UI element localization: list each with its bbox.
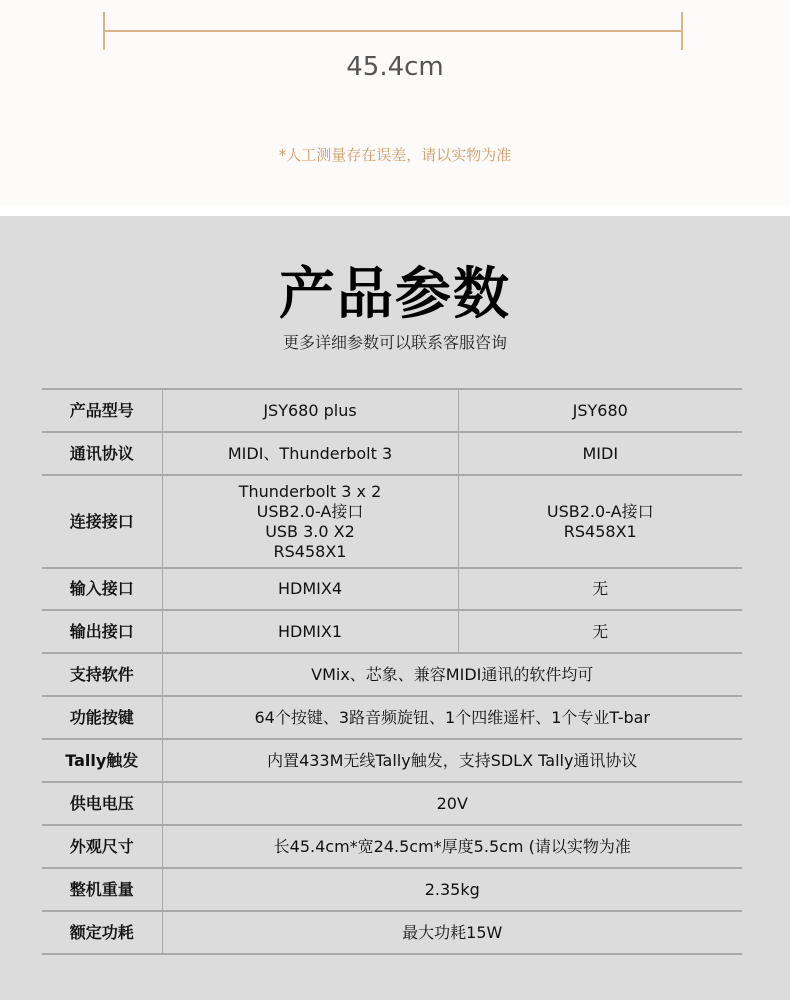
dimension-tick-right <box>681 12 683 50</box>
spec-label: 连接接口 <box>42 475 162 568</box>
spec-value: MIDI、Thunderbolt 3 <box>162 432 458 475</box>
spec-value: 无 <box>458 610 742 653</box>
table-row <box>42 475 742 568</box>
table-row <box>42 825 742 868</box>
spec-label: 整机重量 <box>42 868 162 911</box>
spec-label: 外观尺寸 <box>42 825 162 868</box>
spec-value: HDMIX4 <box>162 568 458 610</box>
spec-label: 供电电压 <box>42 782 162 825</box>
spec-value: 内置433M无线Tally触发，支持SDLX Tally通讯协议 <box>162 739 742 782</box>
spec-value-line: USB2.0-A接口 <box>546 501 654 521</box>
spec-value: 64个按键、3路音频旋钮、1个四维遥杆、1个专业T-bar <box>162 696 742 739</box>
spec-value-line: Thunderbolt 3 x 2 <box>238 481 382 501</box>
spec-value <box>162 475 458 568</box>
dimension-line <box>103 30 683 32</box>
table-row <box>42 432 742 475</box>
table-row <box>42 568 742 610</box>
table-row <box>42 739 742 782</box>
spec-value <box>458 475 742 568</box>
dimension-value: 45.4cm <box>346 52 444 82</box>
table-row <box>42 653 742 696</box>
page-subtitle: 更多详细参数可以联系客服咨询 <box>282 333 507 352</box>
spec-value-line: RS458X1 <box>563 521 637 541</box>
spec-value: HDMIX1 <box>162 610 458 653</box>
spec-value: MIDI <box>458 432 742 475</box>
spec-value: 20V <box>162 782 742 825</box>
page-title: 产品参数 <box>279 262 511 327</box>
dimension-note: *人工测量存在误差，请以实物为准 <box>278 146 512 164</box>
table-row <box>42 911 742 954</box>
spec-table <box>42 388 742 955</box>
table-row <box>42 389 742 432</box>
spec-value: VMix、芯象、兼容MIDI通讯的软件均可 <box>162 653 742 696</box>
spec-label: 输入接口 <box>42 568 162 610</box>
table-row <box>42 868 742 911</box>
spec-label: 功能按键 <box>42 696 162 739</box>
spec-label: 输出接口 <box>42 610 162 653</box>
spec-value-line: USB2.0-A接口 <box>256 501 364 521</box>
spec-label: 支持软件 <box>42 653 162 696</box>
section-divider <box>0 205 790 216</box>
spec-label: Tally触发 <box>42 739 162 782</box>
table-row <box>42 610 742 653</box>
spec-value: 2.35kg <box>162 868 742 911</box>
dimension-tick-left <box>103 12 105 50</box>
spec-value: 无 <box>458 568 742 610</box>
spec-value: 最大功耗15W <box>162 911 742 954</box>
spec-value: 长45.4cm*宽24.5cm*厚度5.5cm (请以实物为准 <box>162 825 742 868</box>
spec-value: JSY680 <box>458 389 742 432</box>
spec-value: JSY680 plus <box>162 389 458 432</box>
spec-value-line: USB 3.0 X2 <box>265 521 355 541</box>
spec-label: 额定功耗 <box>42 911 162 954</box>
dimension-section <box>0 0 790 205</box>
table-row <box>42 782 742 825</box>
table-row <box>42 696 742 739</box>
spec-label: 产品型号 <box>42 389 162 432</box>
spec-label: 通讯协议 <box>42 432 162 475</box>
spec-value-line: RS458X1 <box>273 541 347 561</box>
